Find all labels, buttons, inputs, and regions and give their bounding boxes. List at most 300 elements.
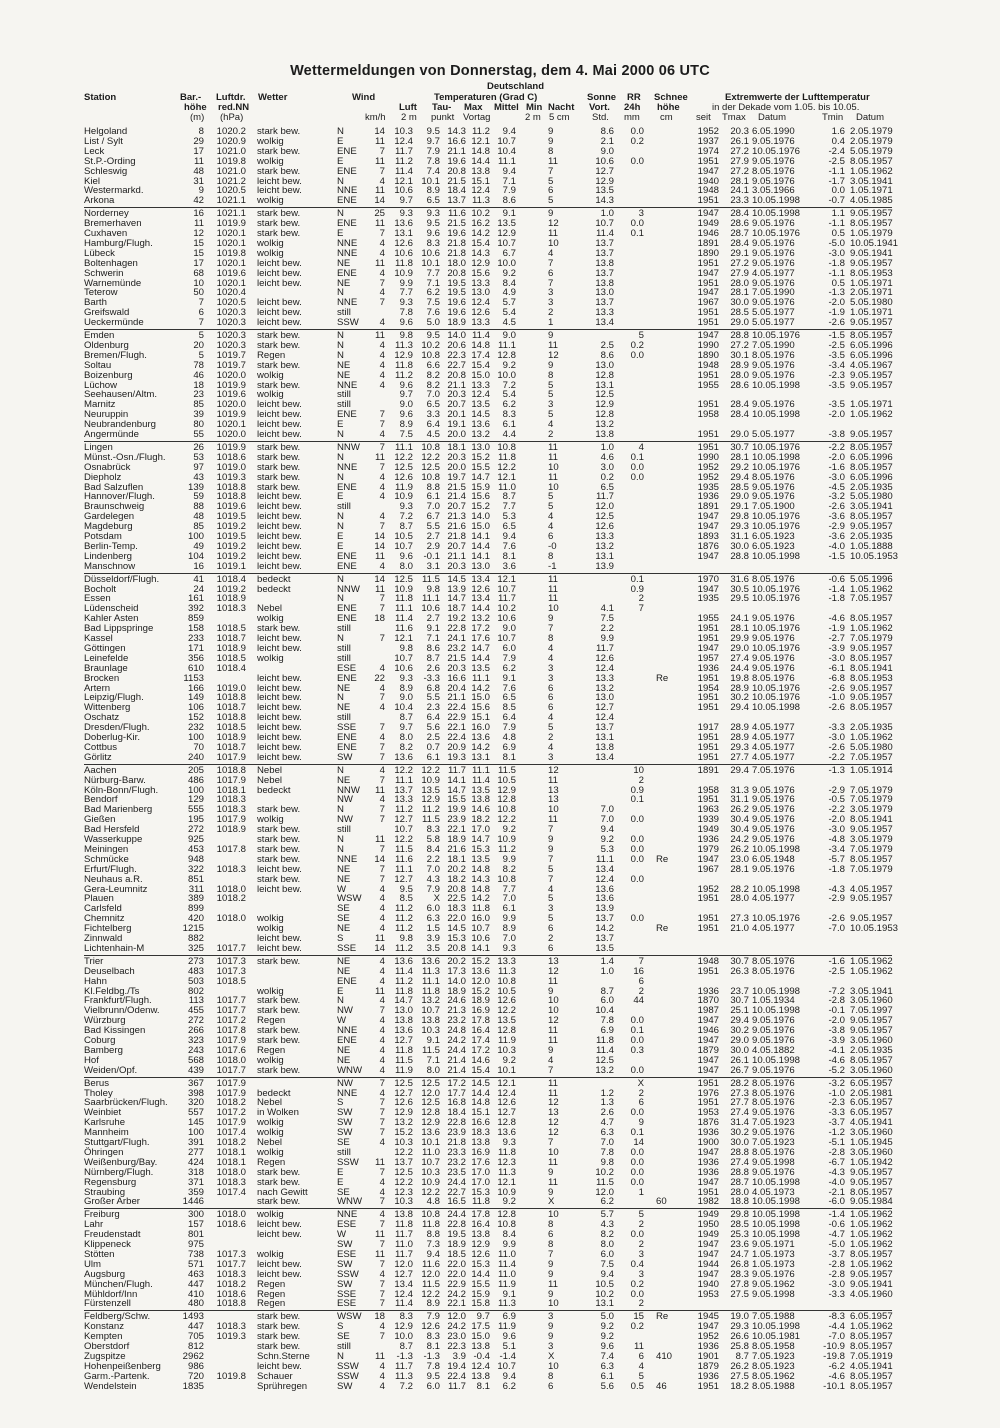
air-temp: 11.6 <box>395 623 413 635</box>
wind-speed: 7 <box>379 297 385 309</box>
record-tmin: -3.5 <box>828 399 845 411</box>
min-temp: 11.0 <box>498 1268 516 1280</box>
record-tmin-date: 1.05.1962 <box>850 965 893 977</box>
record-tmax: 26.3 <box>730 965 749 977</box>
weather: leicht bew. <box>257 531 302 542</box>
wind-direction: SW <box>337 1117 353 1129</box>
dew-point: 11.5 <box>422 1278 440 1290</box>
record-tmax-date: 10.05.1976 <box>752 583 801 595</box>
ground-min-temp: 10 <box>548 1146 559 1158</box>
dew-point: 6.2 <box>426 287 440 299</box>
record-tmax: 26.6 <box>730 1331 749 1343</box>
max-temp: 16.6 <box>447 672 466 684</box>
record-tmax-date: 9.05.1976 <box>752 399 795 411</box>
station-name: Emden <box>84 330 115 341</box>
ground-min-temp: 10 <box>548 603 559 615</box>
station-name: Zugspitze <box>84 1350 126 1362</box>
record-tmin-date: 5.05.1980 <box>850 297 893 309</box>
record-tmax: 27.2 <box>730 165 749 177</box>
min-temp: 6.2 <box>502 1380 516 1392</box>
mean-temp: 14.8 <box>471 339 490 351</box>
wind-speed: 11 <box>375 330 385 341</box>
altitude: 439 <box>187 1064 204 1076</box>
min-temp: 11.5 <box>498 764 516 776</box>
mean-temp: 15.3 <box>471 843 490 855</box>
precipitation: 0.2 <box>630 1321 644 1333</box>
sunshine-hours: 11.4 <box>596 228 614 239</box>
min-temp: 4.4 <box>502 429 516 440</box>
altitude: 78 <box>193 359 204 371</box>
col-min-2m: 2 m <box>525 112 541 123</box>
max-temp: 20.3 <box>447 389 466 401</box>
air-temp: 10.9 <box>394 583 413 595</box>
record-since: 1947 <box>697 550 719 562</box>
pressure: 1020.1 <box>216 228 246 239</box>
record-tmin-date: 8.05.1957 <box>850 1370 893 1382</box>
dew-point: 10.9 <box>421 774 440 786</box>
air-temp: 13.7 <box>394 1156 413 1168</box>
sunshine-hours: 13.7 <box>595 237 614 249</box>
wind-direction: ENE <box>337 603 357 615</box>
pressure: 1018.6 <box>216 1288 246 1300</box>
col-5cm: 5 cm <box>549 112 570 123</box>
record-tmin: -2.9 <box>828 784 845 796</box>
pressure: 1017.6 <box>216 1044 246 1056</box>
dew-point: 9.1 <box>426 1035 440 1046</box>
record-since: 1953 <box>697 1107 719 1119</box>
station-name: Görlitz <box>84 751 112 763</box>
precipitation: 6 <box>638 1097 644 1109</box>
ground-min-temp: 3 <box>548 297 554 309</box>
sunshine-hours: 13.0 <box>595 359 614 371</box>
pressure: 1017.4 <box>216 1186 246 1198</box>
min-temp: 10.7 <box>497 1360 516 1372</box>
air-temp: 7.8 <box>399 307 413 319</box>
col-datum-1: Datum <box>758 112 786 123</box>
precipitation: 3 <box>638 208 644 220</box>
station-name: Diepholz <box>84 471 122 483</box>
record-tmin-date: 8.05.1957 <box>850 1186 893 1198</box>
col-ext-1: Extremwerte der Lufttemperatur <box>725 92 870 103</box>
record-since: 1876 <box>697 1117 719 1129</box>
col-alt-1: Bar.- <box>180 92 202 103</box>
sunshine-hours: 13.8 <box>595 741 614 753</box>
record-tmin: -3.3 <box>828 722 845 734</box>
col-tau-1: Tau- <box>432 102 452 113</box>
record-tmin-date: 5.05.1980 <box>850 741 893 753</box>
wind-speed: 4 <box>379 349 385 361</box>
max-temp: 23.9 <box>447 1127 466 1139</box>
altitude: 100 <box>187 732 204 743</box>
pressure: 1020.3 <box>216 330 246 341</box>
ground-min-temp: 7 <box>548 623 554 635</box>
weather: wolkig <box>257 985 284 997</box>
dew-point: 7.0 <box>426 389 440 401</box>
station-name: Kl.Feldbg./Ts <box>84 985 140 997</box>
record-since: 1947 <box>697 330 719 341</box>
ground-min-temp: 9 <box>548 208 554 220</box>
record-since: 1949 <box>697 824 719 836</box>
sunshine-hours: 10.2 <box>595 1166 614 1178</box>
altitude: 139 <box>187 481 204 493</box>
max-temp: 22.3 <box>447 349 466 361</box>
record-tmin-date: 2.05.1935 <box>850 481 893 493</box>
station-name: Öhringen <box>84 1146 124 1158</box>
col-temps: Temperaturen (Grad C) <box>434 92 538 103</box>
record-since: 1870 <box>697 995 719 1007</box>
max-temp: 22.1 <box>447 1298 466 1310</box>
wind-direction: SW <box>337 751 353 763</box>
col-tau-2: punkt <box>431 112 455 123</box>
mean-temp: 11.2 <box>472 126 490 137</box>
air-temp: 9.9 <box>399 277 413 289</box>
air-temp: 11.4 <box>395 165 413 177</box>
pressure: 1017.7 <box>216 1005 246 1017</box>
station-name: Kiel <box>84 175 100 187</box>
max-temp: 20.8 <box>447 267 466 279</box>
max-temp: 18.9 <box>447 1239 466 1250</box>
wind-direction: NNW <box>337 784 360 796</box>
precipitation: 15 <box>633 1311 644 1323</box>
wind-speed: 4 <box>379 1044 385 1056</box>
station-name: Gera-Leumnitz <box>84 883 148 895</box>
min-temp: 12.9 <box>497 228 516 239</box>
wind-direction: ENE <box>337 613 357 625</box>
record-tmax-date: 9.05.1976 <box>752 662 795 674</box>
air-temp: 8.9 <box>399 682 413 694</box>
snow-depth: Re <box>656 1311 669 1323</box>
min-temp: 12.6 <box>497 995 516 1007</box>
station-name: Ueckermünde <box>84 317 144 329</box>
record-tmax: 30.2 <box>730 1127 749 1139</box>
max-temp: 20.7 <box>447 501 466 513</box>
weather: stark bew. <box>257 1321 301 1333</box>
ground-min-temp: 5 <box>548 913 554 925</box>
record-tmin-date: 1.05.1914 <box>850 764 893 776</box>
record-tmax-date: 9.05.1976 <box>752 297 795 309</box>
mean-temp: 14.8 <box>471 1097 490 1109</box>
ground-min-temp: 11 <box>548 573 558 585</box>
dew-point: 7.5 <box>426 297 440 309</box>
altitude: 1153 <box>183 672 204 684</box>
sunshine-hours: 13.8 <box>595 257 614 269</box>
wind-speed: 22 <box>374 672 385 684</box>
record-tmax: 28.7 <box>730 1176 749 1188</box>
mean-temp: 14.7 <box>471 642 490 654</box>
altitude: 233 <box>187 633 204 644</box>
record-since: 1952 <box>697 461 719 473</box>
record-tmin: -0.6 <box>828 573 845 585</box>
air-temp: 11.8 <box>395 359 413 371</box>
precipitation: 7 <box>638 955 644 967</box>
station-name: Kahler Asten <box>84 613 139 625</box>
ground-min-temp: 12 <box>548 764 559 776</box>
air-temp: 9.0 <box>399 692 413 704</box>
record-since: 1951 <box>697 741 719 753</box>
min-temp: 10.8 <box>497 441 516 453</box>
wind-direction: N <box>337 126 344 137</box>
ground-min-temp: 5 <box>548 409 554 421</box>
station-name: Teterow <box>84 287 118 299</box>
record-tmin-date: 9.05.1984 <box>850 1196 893 1208</box>
altitude: 6 <box>198 307 204 319</box>
wind-speed: 7 <box>379 1298 385 1310</box>
min-temp: 8.6 <box>502 195 516 207</box>
col-tmax: Tmax <box>722 112 746 123</box>
max-temp: 20.3 <box>447 662 466 674</box>
record-since: 1951 <box>697 317 719 329</box>
station-name: Magdeburg <box>84 521 133 533</box>
air-temp: 9.7 <box>399 722 413 734</box>
station-name: Artern <box>84 682 111 694</box>
pressure: 1018.8 <box>216 491 246 503</box>
pressure: 1018.0 <box>216 1166 246 1178</box>
altitude: 986 <box>187 1360 204 1372</box>
altitude: 571 <box>187 1258 204 1270</box>
record-tmin: -3.3 <box>828 1288 845 1300</box>
record-since: 1947 <box>697 1239 719 1250</box>
air-temp: 10.6 <box>394 247 413 259</box>
air-temp: 11.3 <box>395 339 413 351</box>
ground-min-temp: 11 <box>548 451 558 463</box>
sunshine-hours: 6.1 <box>600 1370 614 1382</box>
col-rr-2: 24h <box>624 102 641 113</box>
min-temp: 9.2 <box>502 1054 516 1066</box>
precipitation: 0.9 <box>630 784 644 796</box>
record-since: 1890 <box>697 247 719 259</box>
record-since: 1901 <box>697 1350 719 1362</box>
wind-direction: NE <box>337 682 351 694</box>
record-tmin: -1.2 <box>828 1127 845 1139</box>
ground-min-temp: 9 <box>548 1044 554 1056</box>
record-tmin-date: 1.05.1979 <box>850 228 893 239</box>
air-temp: 11.5 <box>395 843 413 855</box>
wind-direction: SSE <box>337 1288 357 1300</box>
min-temp: 10.8 <box>497 975 516 987</box>
mean-temp: 11.3 <box>472 195 490 207</box>
air-temp: 9.6 <box>399 409 413 421</box>
pressure: 1017.9 <box>216 814 246 826</box>
wind-speed: 4 <box>379 379 385 391</box>
wind-direction: N <box>337 208 344 220</box>
mean-temp: -0.4 <box>473 1350 490 1362</box>
altitude: 50 <box>193 287 204 299</box>
weather: leicht bew. <box>257 399 302 411</box>
min-temp: 7.6 <box>502 682 516 694</box>
record-tmin-date: 8.05.1957 <box>850 330 893 341</box>
record-tmax-date: 9.05.1976 <box>752 1127 795 1139</box>
record-tmin-date: 4.05.1985 <box>850 195 893 207</box>
ground-min-temp: 13 <box>548 784 559 796</box>
record-tmin: -0.6 <box>828 1219 845 1231</box>
record-tmax-date: 7.05.1988 <box>752 1311 795 1323</box>
precipitation: 0.5 <box>630 1380 644 1392</box>
precipitation: 0.0 <box>630 461 644 473</box>
record-tmin-date: 6.05.1996 <box>850 339 893 351</box>
altitude: 97 <box>193 461 204 473</box>
max-temp: 14.0 <box>447 975 466 987</box>
air-temp: 11.2 <box>395 913 413 925</box>
ground-min-temp: -0 <box>548 540 557 552</box>
record-since: 1951 <box>697 155 719 167</box>
mean-temp: 15.0 <box>471 521 490 533</box>
sunshine-hours: 13.6 <box>595 883 614 895</box>
station-name: Regensburg <box>84 1176 137 1188</box>
record-tmin: -5.0 <box>828 237 845 249</box>
station-name: Bad Kissingen <box>84 1025 146 1037</box>
record-tmax: 27.4 <box>730 1156 749 1168</box>
record-tmax: 28.1 <box>730 175 749 187</box>
pressure: 1017.7 <box>216 1064 246 1076</box>
weather: stark bew. <box>257 481 301 493</box>
weather: Sprühregen <box>257 1380 308 1392</box>
min-temp: 9.3 <box>502 1137 516 1148</box>
weather: Regen <box>257 349 286 361</box>
max-temp: 18.0 <box>447 257 466 269</box>
record-tmax-date: 10.05.1998 <box>752 1219 801 1231</box>
min-temp: 7.7 <box>502 883 516 895</box>
air-temp: 8.7 <box>399 521 413 533</box>
record-tmin-date: 8.05.1957 <box>850 1380 893 1392</box>
wind-direction: NNW <box>337 583 360 595</box>
air-temp: 12.5 <box>394 1166 413 1178</box>
weather: wolkig <box>257 155 284 167</box>
air-temp: 9.8 <box>399 330 413 341</box>
wind-speed: 4 <box>379 1209 385 1221</box>
record-tmax-date: 4.05.1977 <box>752 751 795 763</box>
record-tmin: -7.0 <box>828 1331 845 1343</box>
col-alt-3: (m) <box>190 112 205 123</box>
max-temp: 20.9 <box>447 741 466 753</box>
dew-point: 10.8 <box>421 441 440 453</box>
mean-temp: 13.3 <box>471 317 490 329</box>
wind-direction: N <box>337 175 344 187</box>
pressure: 1019.8 <box>216 155 246 167</box>
air-temp: 11.8 <box>395 1219 413 1231</box>
wind-speed: 4 <box>379 1370 385 1382</box>
altitude: 391 <box>187 1137 204 1148</box>
sunshine-hours: 13.2 <box>595 419 614 431</box>
altitude: 420 <box>187 913 204 925</box>
pressure: 1018.7 <box>216 633 246 644</box>
record-tmax-date: 9.05.1976 <box>752 277 795 289</box>
altitude: 398 <box>187 1087 204 1099</box>
record-tmax: 28.4 <box>730 208 749 220</box>
pressure: 1018.0 <box>216 1209 246 1221</box>
station-name: Fichtelberg <box>84 923 132 935</box>
altitude: 899 <box>187 903 204 915</box>
record-tmin: -2.0 <box>828 1015 845 1027</box>
record-since: 1939 <box>697 814 719 826</box>
mean-temp: 9.7 <box>476 1311 490 1323</box>
sunshine-hours: 13.7 <box>595 722 614 734</box>
weather: leicht bew. <box>257 501 302 513</box>
ground-min-temp: X <box>548 1350 555 1362</box>
mean-temp: 17.6 <box>471 1156 490 1168</box>
mean-temp: 14.1 <box>471 942 490 954</box>
station-name: Saarbrücken/Flugh. <box>84 1097 168 1109</box>
wind-speed: 14 <box>374 195 385 207</box>
station-name: Dresden/Flugh. <box>84 722 150 734</box>
min-temp: 10.0 <box>497 369 516 381</box>
wind-speed: 4 <box>379 764 385 776</box>
ground-min-temp: 11 <box>548 1156 558 1168</box>
record-tmin: -4.6 <box>828 1370 845 1382</box>
record-tmin: -5.1 <box>828 1137 845 1148</box>
record-tmax-date: 9.05.1976 <box>752 794 795 806</box>
pressure: 1019.0 <box>216 682 246 694</box>
sunshine-hours: 8.6 <box>600 126 614 137</box>
station-name: Lüchow <box>84 379 118 391</box>
record-tmin-date: 1.05.1971 <box>850 307 893 319</box>
max-temp: 22.3 <box>447 1341 466 1352</box>
mean-temp: 17.4 <box>471 1035 490 1046</box>
mean-temp: 16.9 <box>471 1146 490 1158</box>
record-tmax: 23.0 <box>730 853 749 865</box>
record-tmax: 29.5 <box>730 593 749 605</box>
wind-direction: ENE <box>337 195 357 207</box>
record-tmax: 28.0 <box>730 277 749 289</box>
record-tmin: -3.5 <box>828 349 845 361</box>
ground-min-temp: 12 <box>548 1097 559 1109</box>
max-temp: 19.5 <box>447 1229 466 1241</box>
wind-speed: 4 <box>379 903 385 915</box>
precipitation: 5 <box>638 1209 644 1221</box>
weather: stark bew. <box>257 955 301 967</box>
record-tmax: 30.7 <box>730 955 749 967</box>
record-since: 1948 <box>697 185 719 197</box>
min-temp: 6.0 <box>502 642 516 654</box>
precipitation: 0.0 <box>630 814 644 826</box>
record-tmin-date: 9.05.1957 <box>850 1268 893 1280</box>
air-temp: 8.0 <box>399 732 413 743</box>
wind-speed: 7 <box>379 277 385 289</box>
sunshine-hours: 13.4 <box>595 317 614 329</box>
record-tmin-date: 1.05.1962 <box>850 1209 893 1221</box>
wind-speed: 4 <box>379 429 385 440</box>
altitude: 100 <box>187 531 204 542</box>
mean-temp: 13.6 <box>471 419 490 431</box>
altitude: 205 <box>187 764 204 776</box>
pressure: 1018.3 <box>216 603 246 615</box>
record-tmin: -0.7 <box>828 195 845 207</box>
record-since: 1945 <box>697 1311 719 1323</box>
station-name: Boltenhagen <box>84 257 138 269</box>
col-ext-2: in der Dekade vom 1.05. bis 10.05. <box>712 102 860 113</box>
max-temp: 14.7 <box>447 784 466 796</box>
altitude: 29 <box>193 135 204 147</box>
pressure: 1018.2 <box>216 1278 246 1290</box>
weather: leicht bew. <box>257 692 302 704</box>
mean-temp: 14.4 <box>471 540 490 552</box>
dew-point: 11.1 <box>422 593 440 605</box>
wind-direction: SW <box>337 1107 353 1119</box>
record-tmax: 30.4 <box>730 814 749 826</box>
pressure: 1020.2 <box>216 126 246 137</box>
dew-point: 8.7 <box>426 652 440 664</box>
record-tmax-date: 9.05.1976 <box>752 1166 795 1178</box>
dew-point: 12.2 <box>421 451 440 463</box>
station-name: Köln-Bonn/Flugh. <box>84 784 159 796</box>
record-tmax-date: 8.05.1962 <box>752 1370 795 1382</box>
sunshine-hours: 2.2 <box>600 623 614 635</box>
sunshine-hours: 9.9 <box>600 633 614 644</box>
station-name: Warnemünde <box>84 277 142 289</box>
min-temp: 12.1 <box>497 573 516 585</box>
altitude: 453 <box>187 843 204 855</box>
wind-speed: 7 <box>379 1107 385 1119</box>
altitude: 2962 <box>182 1350 204 1362</box>
